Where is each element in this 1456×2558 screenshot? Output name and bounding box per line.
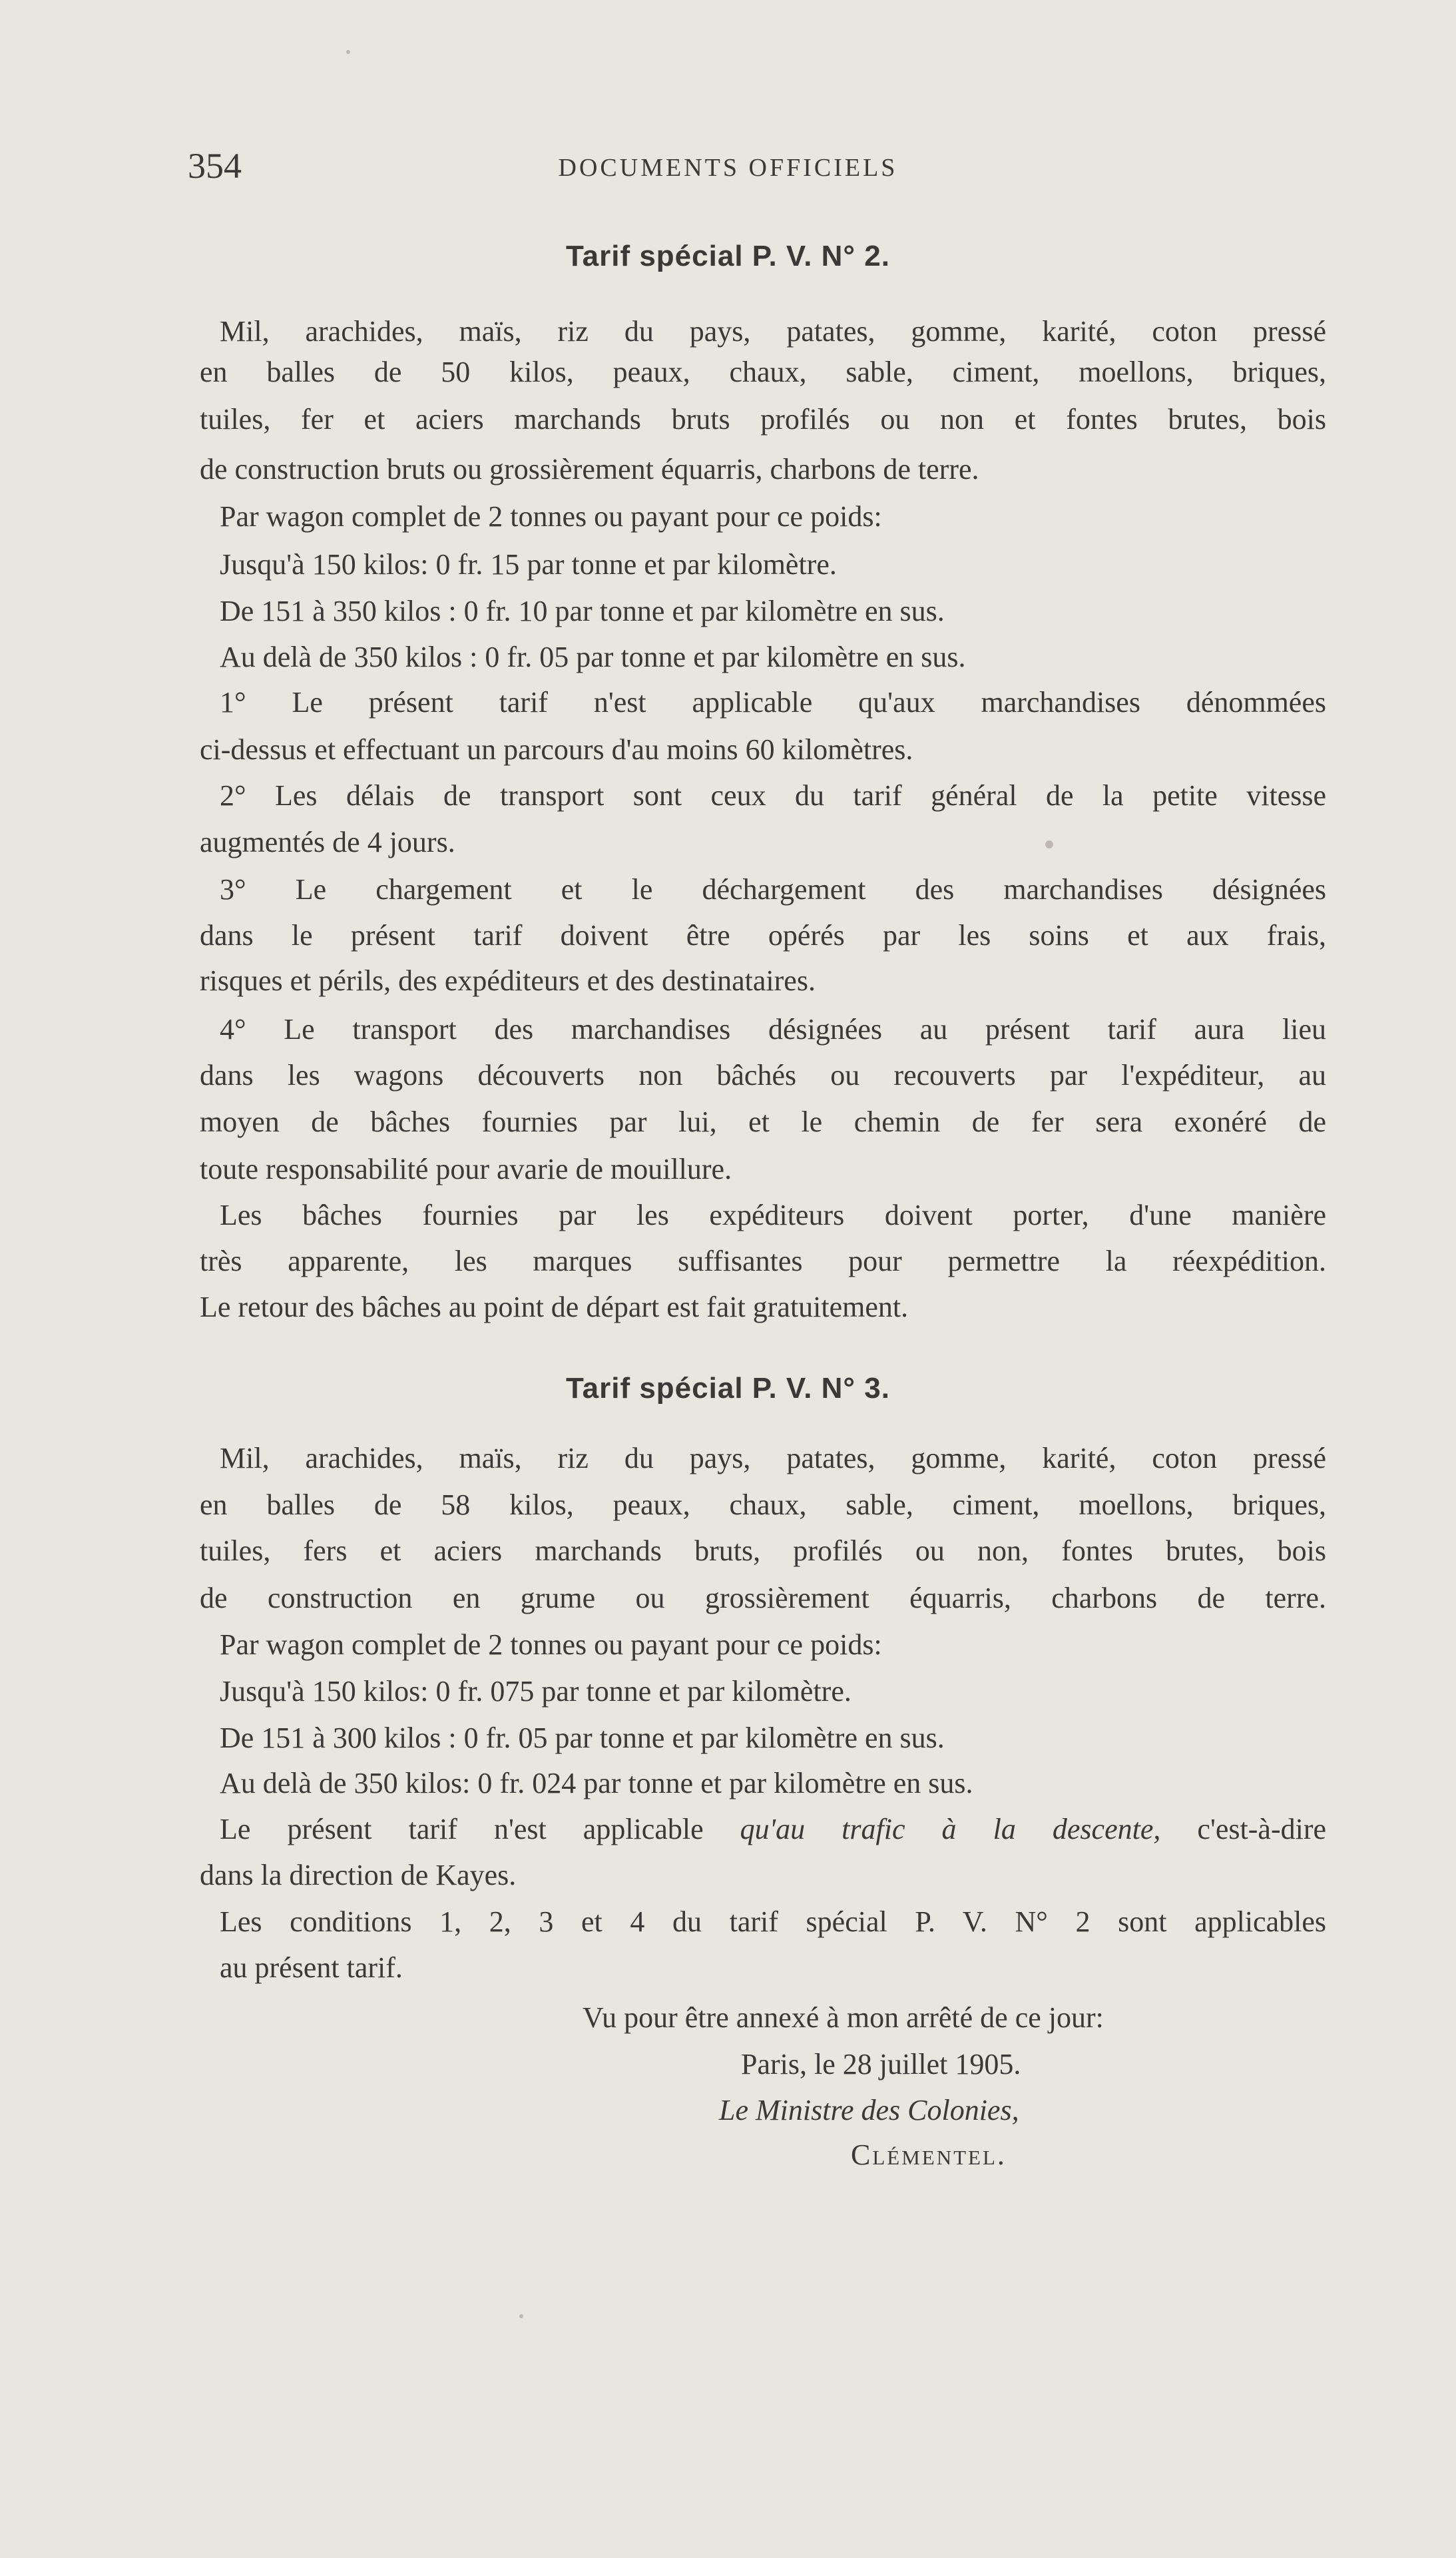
signatory-name: Clémentel. bbox=[851, 2138, 1007, 2171]
paper-speck bbox=[519, 2314, 523, 2318]
s2-line: dans les wagons découverts non bâchés ou recouverts par l'expéditeur, au bbox=[200, 1059, 1326, 1092]
minister-title: Le Ministre des Colonies, bbox=[719, 2094, 1019, 2126]
place-date: Paris, le 28 juillet 1905. bbox=[741, 2048, 1021, 2080]
s3-text: c'est-à-dire bbox=[1160, 1813, 1326, 1845]
s3-line: tuiles, fers et aciers marchands bruts, profilés ou non, fontes brutes, bois bbox=[200, 1534, 1326, 1567]
s3-line: en balles de 58 kilos, peaux, chaux, sable, ciment, moellons, briques, bbox=[200, 1488, 1326, 1521]
s2-line: 3° Le chargement et le déchargement des marchandises désignées bbox=[220, 873, 1326, 906]
s2-line: Par wagon complet de 2 tonnes ou payant pour ce poids: bbox=[220, 500, 882, 533]
s2-line: dans le présent tarif doivent être opérés par les soins et aux frais, bbox=[200, 919, 1326, 952]
s2-line: 2° Les délais de transport sont ceux du tarif général de la petite vitesse bbox=[220, 779, 1326, 812]
s3-line: De 151 à 300 kilos : 0 fr. 05 par tonne et par kilomètre en sus. bbox=[220, 1722, 945, 1754]
s2-line: moyen de bâches fournies par lui, et le chemin de fer sera exonéré de bbox=[200, 1106, 1326, 1138]
s3-line: Les conditions 1, 2, 3 et 4 du tarif spécial P. V. N° 2 sont applicables bbox=[220, 1905, 1326, 1938]
paper-speck bbox=[1045, 840, 1053, 848]
s2-line: Jusqu'à 150 kilos: 0 fr. 15 par tonne et par kilomètre. bbox=[220, 548, 837, 581]
s2-line: Mil, arachides, maïs, riz du pays, patates, gomme, karité, coton pressé bbox=[220, 315, 1326, 348]
approval-line: Vu pour être annexé à mon arrêté de ce jour: bbox=[583, 2001, 1104, 2034]
s2-line: risques et périls, des expéditeurs et des destinataires. bbox=[200, 964, 816, 997]
s2-line: Les bâches fournies par les expéditeurs doivent porter, d'une manière bbox=[220, 1199, 1326, 1231]
s3-italic-text: qu'au trafic à la descente, bbox=[740, 1813, 1161, 1845]
s3-line: dans la direction de Kayes. bbox=[200, 1859, 517, 1891]
s2-line: Le retour des bâches au point de départ est fait gratuitement. bbox=[200, 1291, 909, 1323]
s3-line: au présent tarif. bbox=[220, 1951, 403, 1984]
s3-text: Le présent tarif n'est applicable bbox=[220, 1813, 740, 1845]
s2-line: très apparente, les marques suffisantes pour permettre la réexpédition. bbox=[200, 1245, 1326, 1277]
s3-line: Jusqu'à 150 kilos: 0 fr. 075 par tonne et par kilomètre. bbox=[220, 1675, 851, 1708]
s3-line: Mil, arachides, maïs, riz du pays, patates, gomme, karité, coton pressé bbox=[220, 1442, 1326, 1474]
s2-line: 4° Le transport des marchandises désignées au présent tarif aura lieu bbox=[220, 1013, 1326, 1046]
s2-line: en balles de 50 kilos, peaux, chaux, sable, ciment, moellons, briques, bbox=[200, 356, 1326, 388]
s3-line-italic bbox=[220, 1809, 1326, 1849]
s2-line: toute responsabilité pour avarie de mouillure. bbox=[200, 1153, 732, 1185]
page-number: 354 bbox=[188, 146, 242, 186]
s2-line: augmentés de 4 jours. bbox=[200, 826, 455, 858]
s2-line: tuiles, fer et aciers marchands bruts profilés ou non et fontes brutes, bois bbox=[200, 403, 1326, 436]
paper-speck bbox=[346, 50, 350, 54]
s2-line: De 151 à 350 kilos : 0 fr. 10 par tonne et par kilomètre en sus. bbox=[220, 595, 945, 627]
s2-line: Au delà de 350 kilos : 0 fr. 05 par tonne et par kilomètre en sus. bbox=[220, 641, 966, 673]
running-head: DOCUMENTS OFFICIELS bbox=[558, 154, 898, 182]
section-3-title: Tarif spécial P. V. N° 3. bbox=[566, 1372, 890, 1405]
s3-line: Au delà de 350 kilos: 0 fr. 024 par tonne et par kilomètre en sus. bbox=[220, 1767, 973, 1799]
s3-line: de construction en grume ou grossièrement équarris, charbons de terre. bbox=[200, 1582, 1326, 1614]
s3-line: Par wagon complet de 2 tonnes ou payant pour ce poids: bbox=[220, 1628, 882, 1661]
s2-line: de construction bruts ou grossièrement équarris, charbons de terre. bbox=[200, 453, 979, 485]
s2-line: ci-dessus et effectuant un parcours d'au moins 60 kilomètres. bbox=[200, 733, 913, 766]
s2-line: 1° Le présent tarif n'est applicable qu'aux marchandises dénommées bbox=[220, 686, 1326, 719]
section-2-title: Tarif spécial P. V. N° 2. bbox=[566, 240, 890, 272]
page-header bbox=[0, 145, 1456, 192]
